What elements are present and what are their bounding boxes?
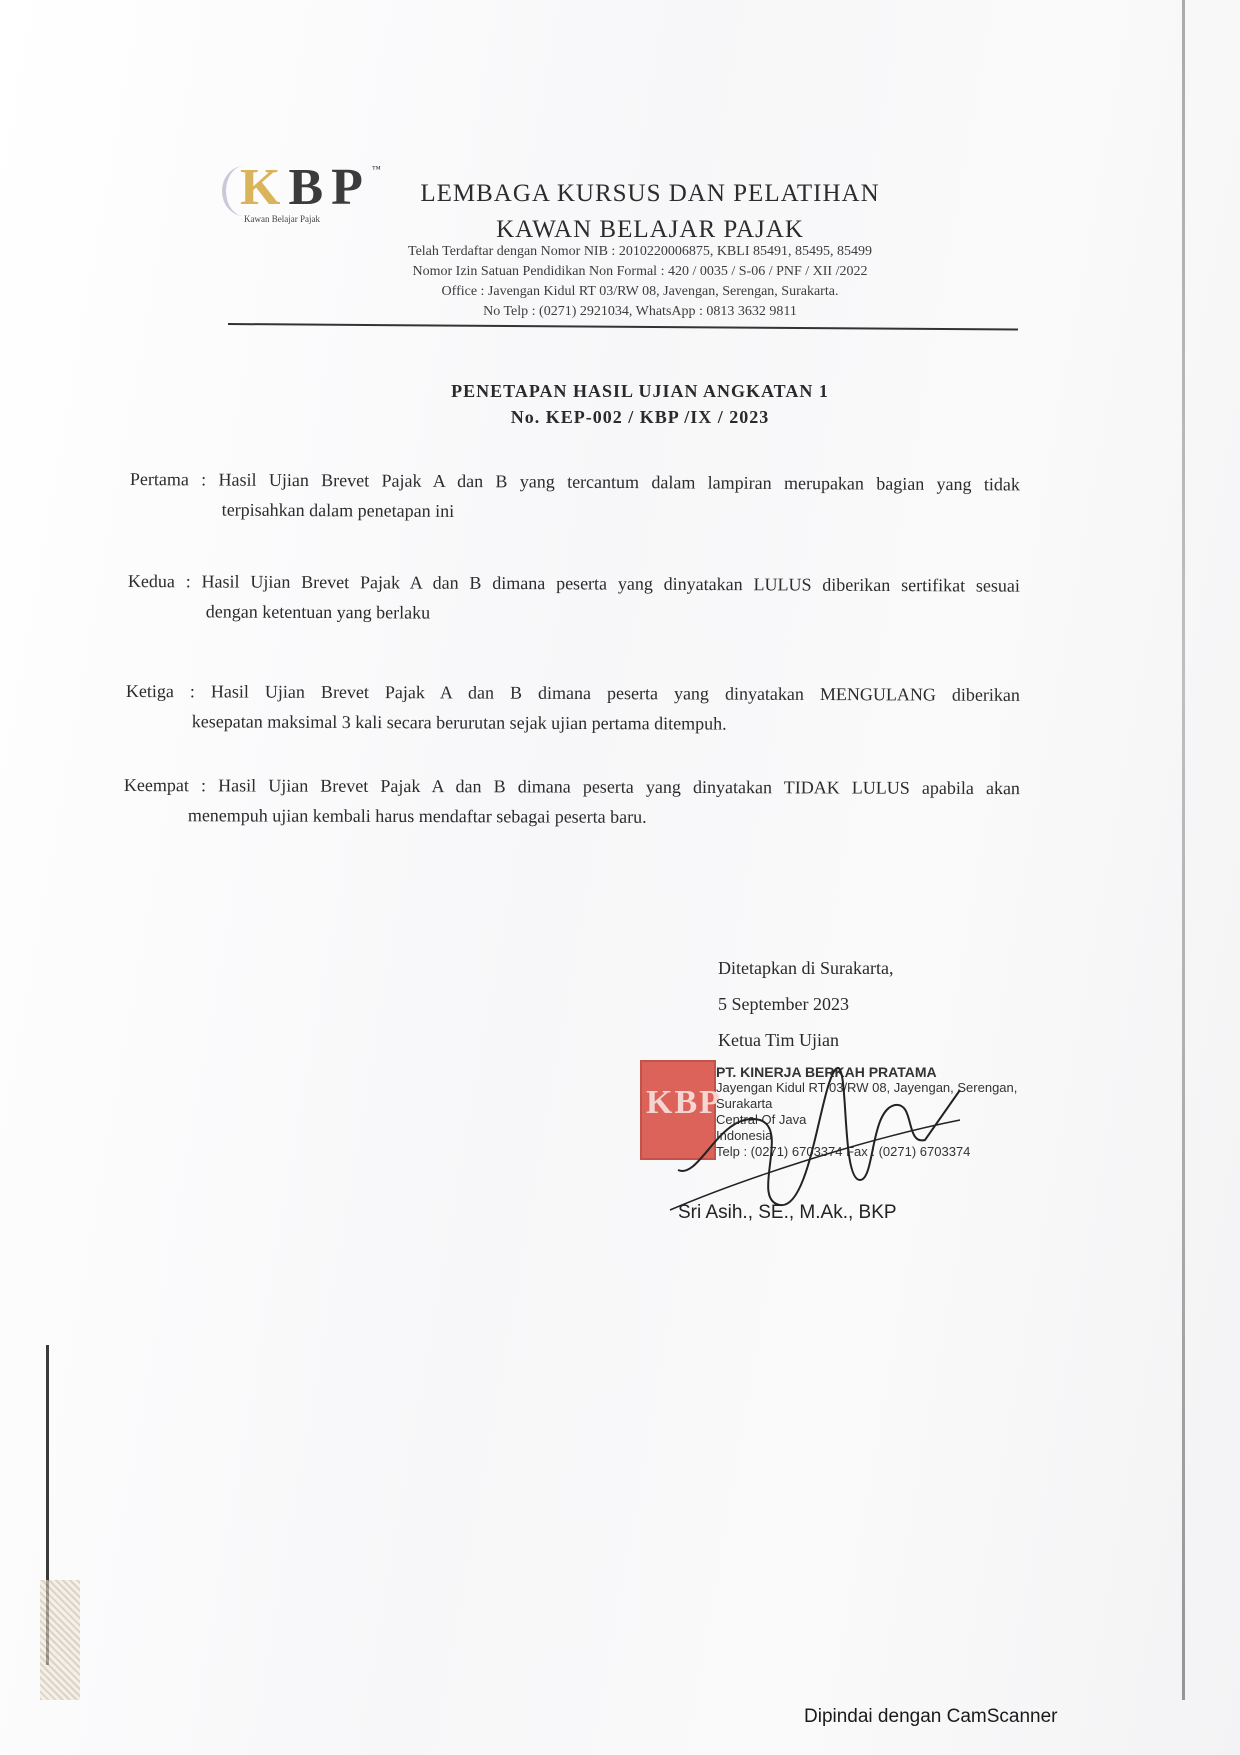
paper-stain	[40, 1580, 80, 1700]
phone-line: No Telp : (0271) 2921034, WhatsApp : 0813 3632 9811	[483, 304, 797, 319]
signer-name: Sri Asih., SE., M.Ak., BKP	[678, 1202, 897, 1223]
decree-item-ketiga	[126, 676, 1020, 740]
decree-number: No. KEP-002 / KBP /IX / 2023	[510, 407, 770, 427]
company-address-3: Central Of Java	[716, 1112, 807, 1127]
item-label: Ketiga :	[125, 680, 195, 702]
company-name: PT. KINERJA BERKAH PRATAMA	[716, 1064, 937, 1080]
company-phone: Telp : (0271) 6703374 Fax : (0271) 6703374	[716, 1144, 971, 1159]
decree-heading	[340, 378, 940, 430]
company-address-4: Indonesia	[716, 1128, 773, 1143]
org-line-1: LEMBAGA KURSUS DAN PELATIHAN	[420, 180, 880, 207]
item-second-line: dengan ketentuan yang berlaku	[205, 601, 431, 623]
organization-name	[410, 176, 890, 248]
decree-date: 5 September 2023	[718, 994, 849, 1014]
decree-title: PENETAPAN HASIL UJIAN ANGKATAN 1	[451, 381, 829, 401]
license-line: Nomor Izin Satuan Pendidikan Non Formal : 420 / 0035 / S-06 / PNF / XII /2022	[412, 264, 868, 279]
item-first-line: Kedua : Hasil Ujian Brevet Pajak A dan B dimana peserta yang dinyatakan LULUS diberikan sertifikat sesuai	[127, 570, 1020, 596]
stamp-letters: KBP	[646, 1084, 722, 1121]
office-line: Office : Javengan Kidul RT 03/RW 08, Javengan, Serengan, Surakarta.	[441, 284, 839, 299]
item-label: Pertama :	[129, 468, 207, 490]
signer-role: Ketua Tim Ujian	[718, 1030, 840, 1050]
decree-item-keempat	[124, 770, 1020, 833]
item-label: Kedua :	[127, 570, 191, 592]
item-first-line: Pertama : Hasil Ujian Brevet Pajak A dan B yang tercantum dalam lampiran merupakan bagian yang tidak	[129, 468, 1020, 495]
kbp-logo	[222, 158, 392, 226]
logo-letters: KBP	[240, 159, 371, 216]
item-first-line: Keempat : Hasil Ujian Brevet Pajak A dan B dimana peserta yang dinyatakan TIDAK LULUS apabila akan	[123, 775, 1020, 799]
decree-item-kedua	[128, 566, 1020, 631]
place-of-decree: Ditetapkan di Surakarta,	[718, 958, 894, 978]
logo-trademark-icon: ™	[372, 164, 381, 174]
logo-tagline: Kawan Belajar Pajak	[244, 214, 320, 224]
org-line-2: KAWAN BELAJAR PAJAK	[496, 216, 804, 243]
signature-underline	[670, 1120, 960, 1210]
item-label: Keempat :	[123, 775, 207, 796]
registration-line: Telah Terdaftar dengan Nomor NIB : 2010220006875, KBLI 85491, 85495, 85499	[408, 244, 872, 259]
handwritten-signature	[660, 1030, 980, 1230]
scanner-watermark: Dipindai dengan CamScanner	[804, 1706, 1058, 1727]
company-address-1: Jayengan Kidul RT 03/RW 08, Jayengan, Serengan,	[716, 1080, 1018, 1095]
paper-edge-right	[1182, 0, 1185, 1700]
decree-item-pertama	[130, 464, 1020, 529]
organization-info	[340, 242, 940, 322]
item-second-line: menempuh ujian kembali harus mendaftar sebagai peserta baru.	[187, 805, 647, 827]
item-first-line: Ketiga : Hasil Ujian Brevet Pajak A dan B dimana peserta yang dinyatakan MENGULANG diberikan	[125, 680, 1020, 705]
item-second-line: kesepatan maksimal 3 kali secara berurutan sejak ujian pertama ditempuh.	[191, 711, 727, 734]
company-address-2: Surakarta	[716, 1096, 773, 1111]
item-second-line: terpisahkan dalam penetapan ini	[221, 499, 455, 521]
signature-stroke	[678, 1068, 960, 1205]
